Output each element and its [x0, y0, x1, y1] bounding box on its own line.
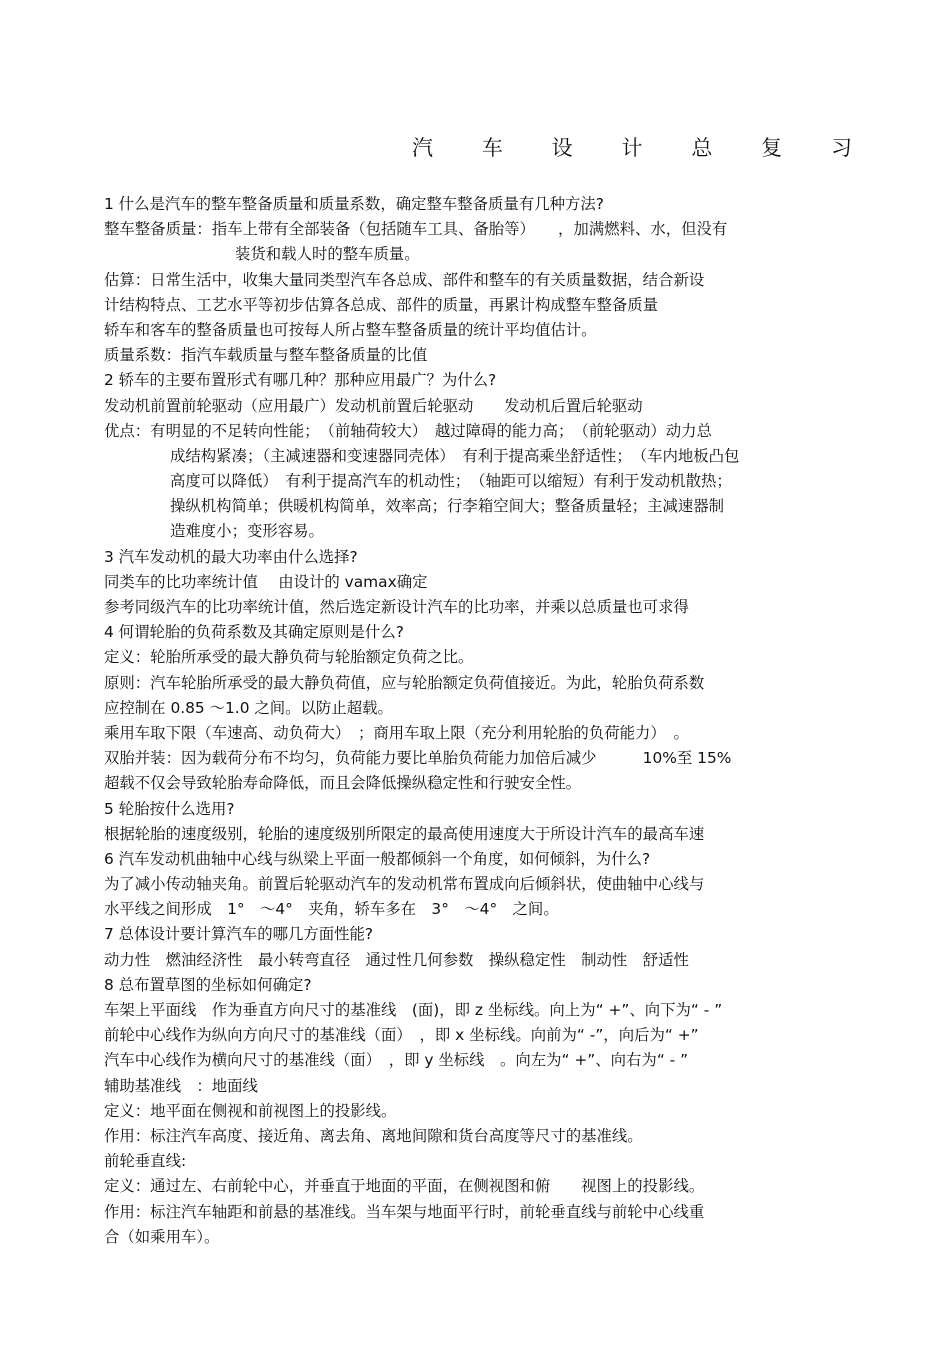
- text-line: 超载不仅会导致轮胎寿命降低，而且会降低操纵稳定性和行驶安全性。: [104, 774, 582, 793]
- text-line: 原则：汽车轮胎所承受的最大静负荷值，应与轮胎额定负荷值接近。为此，轮胎负荷系数: [104, 673, 705, 692]
- title-char: 习: [830, 136, 852, 160]
- text-line: 成结构紧凑；（主减速器和变速器同壳体） 有利于提高乘坐舒适性； （车内地板凸包: [170, 446, 740, 465]
- text-line: 作用：标注汽车高度、接近角、离去角、离地间隙和货台高度等尺寸的基准线。: [104, 1126, 643, 1145]
- text-line: 水平线之间形成 1° ～4° 夹角，轿车多在 3° ～4° 之间。: [104, 900, 559, 919]
- text-line: 计结构特点、工艺水平等初步估算各总成、部件的质量，再累计构成整车整备质量: [104, 295, 659, 314]
- text-line: 1 什么是汽车的整车整备质量和质量系数，确定整车整备质量有几种方法?: [104, 195, 604, 213]
- text-line: 6 汽车发动机曲轴中心线与纵梁上平面一般都倾斜一个角度，如何倾斜，为什么?: [104, 849, 651, 868]
- text-line: 发动机前置前轮驱动（应用最广）发动机前置后轮驱动 发动机后置后轮驱动: [104, 396, 643, 415]
- text-line: 双胎并装：因为载荷分布不均匀，负荷能力要比单胎负荷能力加倍后减少 10%至 15%: [104, 749, 732, 768]
- text-line: 定义：轮胎所承受的最大静负荷与轮胎额定负荷之比。: [104, 648, 474, 667]
- text-line: 动力性 燃油经济性 最小转弯直径 通过性几何参数 操纵稳定性 制动性 舒适性: [104, 950, 689, 969]
- text-line: 4 何谓轮胎的负荷系数及其确定原则是什么?: [104, 623, 404, 642]
- text-line: 同类车的比功率统计值 由设计的 vamax确定: [104, 572, 428, 591]
- text-line: 8 总布置草图的坐标如何确定?: [104, 975, 312, 994]
- text-line: 造难度小；变形容易。: [170, 522, 324, 541]
- text-line: 应控制在 0.85 ～1.0 之间。以防止超载。: [104, 698, 393, 717]
- text-line: 操纵机构简单；供暖机构简单，效率高；行李箱空间大；整备质量轻；主减速器制: [170, 497, 725, 516]
- text-line: 定义：地平面在侧视和前视图上的投影线。: [104, 1101, 397, 1120]
- title-char: 设: [551, 136, 573, 160]
- text-line: 轿车和客车的整备质量也可按每人所占整车整备质量的统计平均值估计。: [104, 320, 597, 339]
- page-title: [412, 134, 852, 162]
- text-line: 定义：通过左、右前轮中心，并垂直于地面的平面，在侧视图和俯 视图上的投影线。: [104, 1177, 705, 1196]
- title-char: 计: [621, 136, 643, 160]
- text-line: 合（如乘用车）。: [104, 1227, 220, 1246]
- text-line: 高度可以降低） 有利于提高汽车的机动性； （轴距可以缩短）有利于发动机散热；: [170, 472, 732, 491]
- title-char: 总: [691, 136, 713, 160]
- document-body: [104, 192, 864, 1250]
- text-line: 估算：日常生活中，收集大量同类型汽车各总成、部件和整车的有关质量数据，结合新设: [104, 270, 705, 289]
- title-char: 复: [761, 136, 783, 160]
- text-line: 根据轮胎的速度级别，轮胎的速度级别所限定的最高使用速度大于所设计汽车的最高车速: [104, 824, 705, 843]
- text-line: 装货和载人时的整车质量。: [235, 245, 420, 264]
- text-line: 前轮中心线作为纵向方向尺寸的基准线（面） ，即 x 坐标线。向前为“ -”，向后为“ +”: [104, 1026, 699, 1045]
- text-line: 优点：有明显的不足转向性能； （前轴荷较大） 越过障碍的能力高； （前轮驱动）动力总: [104, 421, 712, 440]
- text-line: 7 总体设计要计算汽车的哪几方面性能?: [104, 925, 374, 944]
- text-line: 质量系数：指汽车载质量与整车整备质量的比值: [104, 346, 428, 365]
- text-line: 车架上平面线 作为垂直方向尺寸的基准线 (面)，即 z 坐标线。向上为“ +”、向下为“ - ”: [104, 1001, 723, 1019]
- text-line: 2 轿车的主要布置形式有哪几种？那种应用最广？为什么?: [104, 371, 497, 390]
- text-line: 为了减小传动轴夹角。前置后轮驱动汽车的发动机常布置成向后倾斜状，使曲轴中心线与: [104, 875, 705, 894]
- text-line: 整车整备质量：指车上带有全部装备（包括随车工具、备胎等） ，加满燃料、水，但没有: [104, 220, 728, 239]
- text-line: 辅助基准线 ：地面线: [104, 1076, 258, 1095]
- text-line: 汽车中心线作为横向尺寸的基准线（面） ，即 y 坐标线 。向左为“ +”、向右为“ - ”: [104, 1051, 689, 1070]
- text-line: 参考同级汽车的比功率统计值，然后选定新设计汽车的比功率，并乘以总质量也可求得: [104, 598, 689, 616]
- title-char: 汽: [412, 136, 433, 160]
- text-line: 5 轮胎按什么选用?: [104, 799, 235, 818]
- text-line: 作用：标注汽车轴距和前悬的基准线。当车架与地面平行时，前轮垂直线与前轮中心线重: [104, 1202, 705, 1221]
- text-line: 前轮垂直线:: [104, 1152, 187, 1171]
- text-line: 乘用车取下限（车速高、动负荷大） ；商用车取上限（充分利用轮胎的负荷能力） 。: [104, 723, 689, 742]
- title-char: 车: [481, 136, 503, 160]
- text-line: 3 汽车发动机的最大功率由什么选择?: [104, 547, 358, 566]
